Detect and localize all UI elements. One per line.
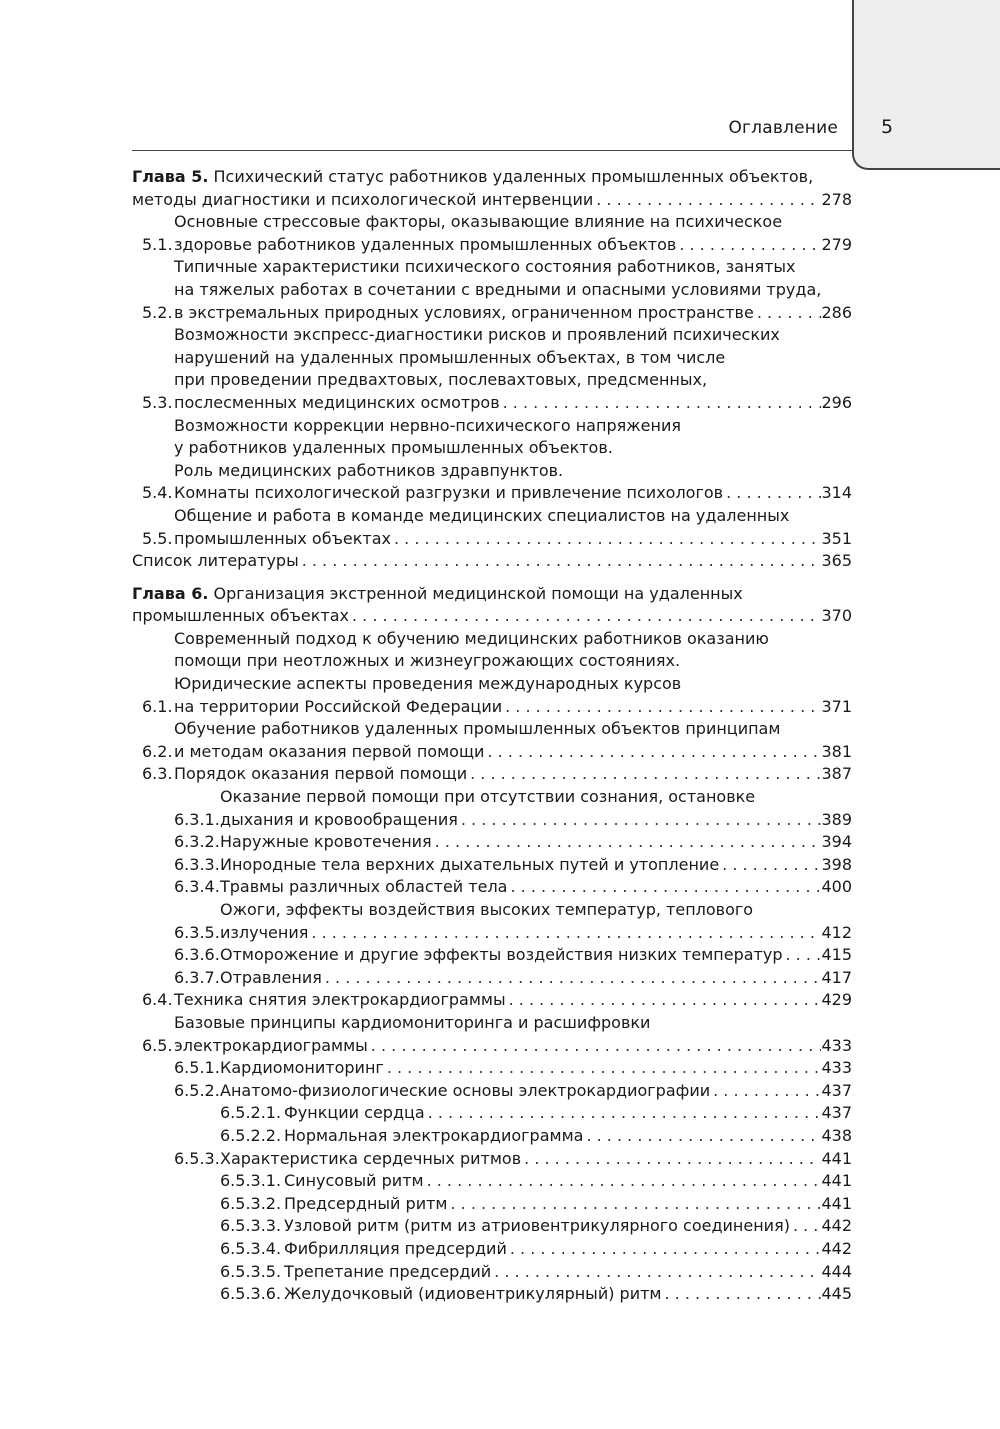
toc-entry-title: Возможности коррекции нервно-психического напряжения (174, 415, 681, 435)
toc-page-number: 438 (821, 1125, 852, 1145)
toc-entry-6-3-4[interactable] (132, 876, 852, 899)
toc-entry-number: 5.3. (142, 392, 173, 412)
toc-entry-title: Узловой ритм (ритм из атриовентрикулярного соединения) (284, 1216, 790, 1236)
toc-entry-title: электрокардиограммы (174, 1035, 368, 1055)
leader-dots (710, 1080, 821, 1103)
toc-page-number: 365 (821, 551, 852, 571)
toc-entry-6-5-3-1[interactable] (132, 1170, 852, 1193)
toc-entry-title: Кардиомониторинг (220, 1058, 384, 1078)
toc-page-number: 429 (821, 990, 852, 1010)
toc-entry-title: Наружные кровотечения (220, 832, 432, 852)
toc-entry-title: Базовые принципы кардиомониторинга и расшифровки (174, 1012, 651, 1032)
page-number-tab (852, 0, 1000, 170)
leader-dots (368, 1035, 822, 1058)
toc-entry-number: 6.5.3.1. (220, 1171, 282, 1191)
toc-entry-title: промышленных объектах (132, 606, 349, 626)
leader-dots (467, 763, 821, 786)
toc-entry-chapter-6[interactable] (132, 583, 852, 628)
toc-entry-title: помощи при неотложных и жизнеугрожающих состояниях. (174, 651, 681, 671)
toc-entry-title: промышленных объектах (174, 528, 391, 548)
toc-page-number: 398 (821, 854, 852, 874)
toc-entry-title: Синусовый ритм (284, 1171, 424, 1191)
leader-dots (790, 1215, 822, 1238)
leader-dots (484, 741, 821, 764)
leader-dots (299, 550, 822, 573)
toc-entry-title: Типичные характеристики психического состояния работников, занятых (174, 257, 796, 277)
toc-entry-title: Порядок оказания первой помощи (174, 764, 468, 784)
toc-entry-number: 5.2. (142, 302, 173, 322)
header-rule (132, 150, 854, 151)
toc-entry-title: на территории Российской Федерации (174, 696, 503, 716)
toc-entry-title: на тяжелых работах в сочетании с вредными и опасными условиями труда, (174, 279, 822, 299)
leader-dots (507, 876, 821, 899)
leader-dots (719, 854, 821, 877)
toc-entry-6-5-2-1[interactable] (132, 1102, 852, 1125)
toc-entry-6-5-3-4[interactable] (132, 1238, 852, 1261)
toc-page-number: 441 (821, 1171, 852, 1191)
toc-entry-number: 5.4. (142, 483, 173, 503)
running-title: Оглавление (728, 118, 838, 138)
toc-entry-5-1[interactable] (132, 211, 852, 256)
toc-page-number: 412 (821, 922, 852, 942)
toc-entry-5-3[interactable] (132, 324, 852, 414)
toc-entry-6-3-3[interactable] (132, 854, 852, 877)
toc-page-number: 351 (821, 528, 852, 548)
leader-dots (425, 1102, 822, 1125)
toc-entry-5-4[interactable] (132, 415, 852, 505)
toc-entry-title: Обучение работников удаленных промышленных объектов принципам (174, 719, 781, 739)
toc-page-number: 387 (821, 764, 852, 784)
toc-page-number: 442 (821, 1216, 852, 1236)
toc-entry-title: Отморожение и другие эффекты воздействия низких температур (220, 945, 783, 965)
toc-entry-number: 6.4. (142, 990, 173, 1010)
leader-dots (782, 944, 821, 967)
toc-entry-title: Травмы различных областей тела (220, 877, 508, 897)
toc-entry-title: Ожоги, эффекты воздействия высоких температур, теплового (220, 900, 754, 919)
toc-entry-6-3-7[interactable] (132, 967, 852, 990)
leader-dots (723, 482, 821, 505)
leader-dots (349, 605, 821, 628)
toc-entry-title: Трепетание предсердий (284, 1261, 492, 1281)
toc-entry-title: и методам оказания первой помощи (174, 741, 485, 761)
toc-entry-6-5-2[interactable] (132, 1080, 852, 1103)
leader-dots (500, 392, 822, 415)
toc-page-number: 417 (821, 967, 852, 987)
toc-page-number: 433 (821, 1035, 852, 1055)
toc-page-number: 442 (821, 1238, 852, 1258)
toc-page-number: 445 (821, 1284, 852, 1304)
toc-entry-title: Организация экстренной медицинской помощи на удаленных (213, 583, 743, 603)
toc-entry-5-2[interactable] (132, 256, 852, 324)
toc-entry-number: 6.5.3.6. (220, 1284, 282, 1304)
toc-entry-chapter-5[interactable] (132, 166, 852, 211)
toc-page-number: 279 (821, 234, 852, 254)
leader-dots (322, 967, 822, 990)
toc-entry-number: 6.5.2.1. (220, 1103, 282, 1123)
toc-entry-number: 6.1. (142, 696, 173, 716)
toc-entry-title: послесменных медицинских осмотров (174, 392, 500, 412)
toc-entry-number: 5.5. (142, 528, 173, 548)
leader-dots (583, 1125, 821, 1148)
toc-entry-title: Список литературы (132, 551, 299, 571)
toc-page-number: 441 (821, 1148, 852, 1168)
toc-entry-number: 6.5. (142, 1035, 173, 1055)
toc-page-number: 394 (821, 832, 852, 852)
toc-entry-number: 6.3.2. (174, 832, 220, 852)
toc-entry-title: Юридические аспекты проведения международных курсов (174, 674, 682, 694)
toc-entry-number: 6.3.1. (174, 809, 220, 829)
toc-entry-6-3-1[interactable] (132, 786, 852, 831)
toc-entry-6-5-3-2[interactable] (132, 1193, 852, 1216)
leader-dots (754, 302, 822, 325)
toc-entry-title: Желудочковый (идиовентрикулярный) ритм (284, 1284, 662, 1304)
toc-entry-title: Общение и работа в команде медицинских специалистов на удаленных (174, 505, 790, 525)
toc-page-number: 370 (821, 606, 852, 626)
toc-entry-title: дыхания и кровообращения (220, 809, 458, 829)
toc-entry-title: при проведении предвахтовых, послевахтовых, предсменных, (174, 370, 708, 390)
toc-page-number: 389 (821, 809, 852, 829)
toc-page-number: 296 (821, 392, 852, 412)
toc-entry-number: 6.5.2. (174, 1080, 220, 1100)
toc-page-number: 437 (821, 1080, 852, 1100)
toc-entry-6-5-3[interactable] (132, 1148, 852, 1171)
toc-entry-title: методы диагностики и психологической интервенции (132, 189, 594, 209)
toc-entry-6-3-2[interactable] (132, 831, 852, 854)
toc-entry-title: Характеристика сердечных ритмов (220, 1148, 522, 1168)
toc-entry-title: Фибрилляция предсердий (284, 1238, 507, 1258)
toc-entry-title: Отравления (220, 967, 322, 987)
toc-entry-title: Предсердный ритм (284, 1193, 448, 1213)
toc-entry-6-4[interactable] (132, 989, 852, 1012)
toc-entry-title: Возможности экспресс-диагностики рисков и проявлений психических (174, 325, 780, 345)
leader-dots (391, 528, 821, 551)
toc-entry-6-1[interactable] (132, 628, 852, 718)
toc-page-number: 381 (821, 741, 852, 761)
leader-dots (308, 922, 821, 945)
chapter-label: Глава 6. (132, 583, 209, 603)
toc-entry-6-3-6[interactable] (132, 944, 852, 967)
leader-dots (507, 1238, 822, 1261)
toc-entry-6-5-1[interactable] (132, 1057, 852, 1080)
toc-entry-title: Комнаты психологической разгрузки и привлечение психологов (174, 483, 724, 503)
toc-page-number: 437 (821, 1103, 852, 1123)
toc-page-number: 444 (821, 1261, 852, 1281)
leader-dots (491, 1261, 821, 1284)
toc-entry-title: у работников удаленных промышленных объектов. (174, 438, 613, 458)
toc-entry-number: 6.3.5. (174, 922, 220, 942)
leader-dots (661, 1283, 821, 1306)
toc-entry-title: Современный подход к обучению медицинских работников оказанию (174, 628, 769, 648)
toc-entry-6-3-5[interactable] (132, 899, 852, 944)
toc-entry-title: Инородные тела верхних дыхательных путей и утопление (220, 854, 720, 874)
leader-dots (384, 1057, 822, 1080)
leader-dots (424, 1170, 822, 1193)
toc-page-number: 441 (821, 1193, 852, 1213)
toc-entry-number: 6.5.3. (174, 1148, 220, 1168)
toc-entry-6-2[interactable] (132, 718, 852, 763)
toc-entry-title: Роль медицинских работников здравпунктов. (174, 460, 564, 480)
leader-dots (506, 989, 822, 1012)
toc-entry-number: 6.3. (142, 764, 173, 784)
toc-entry-references[interactable] (132, 550, 852, 573)
page-number: 5 (880, 116, 894, 138)
leader-dots (432, 831, 822, 854)
toc-entry-title: здоровье работников удаленных промышленных объектов (174, 234, 677, 254)
toc-page-number: 433 (821, 1058, 852, 1078)
toc-entry-title: Анатомо-физиологические основы электрокардиографии (220, 1080, 711, 1100)
toc-entry-6-5-3-6[interactable] (132, 1283, 852, 1306)
toc-entry-title: Основные стрессовые факторы, оказывающие влияние на психическое (174, 212, 783, 232)
toc-entry-number: 6.5.1. (174, 1058, 220, 1078)
toc-page-number: 286 (821, 302, 852, 322)
table-of-contents (132, 166, 852, 1306)
leader-dots (458, 809, 822, 832)
toc-entry-6-5-2-2[interactable] (132, 1125, 852, 1148)
toc-entry-number: 6.3.3. (174, 854, 220, 874)
toc-entry-number: 6.3.6. (174, 945, 220, 965)
toc-entry-title: Психический статус работников удаленных промышленных объектов, (213, 167, 814, 186)
toc-entry-title: Нормальная электрокардиограмма (284, 1125, 584, 1145)
toc-entry-5-5[interactable] (132, 505, 852, 550)
toc-page-number: 278 (821, 189, 852, 209)
toc-page-number: 371 (821, 696, 852, 716)
leader-dots (676, 234, 821, 257)
toc-entry-6-3[interactable] (132, 763, 852, 786)
leader-dots (521, 1148, 821, 1171)
toc-entry-title: Функции сердца (284, 1103, 425, 1123)
toc-entry-number: 6.5.2.2. (220, 1125, 282, 1145)
toc-entry-title: Оказание первой помощи при отсутствии сознания, остановке (220, 787, 756, 807)
toc-entry-title: в экстремальных природных условиях, ограниченном пространстве (174, 302, 754, 322)
leader-dots (502, 696, 821, 719)
toc-entry-number: 6.3.4. (174, 877, 220, 897)
toc-entry-6-5-3-5[interactable] (132, 1261, 852, 1284)
toc-entry-6-5-3-3[interactable] (132, 1215, 852, 1238)
toc-entry-number: 6.5.3.3. (220, 1216, 282, 1236)
toc-entry-number: 6.5.3.2. (220, 1193, 282, 1213)
toc-page-number: 400 (821, 877, 852, 897)
chapter-label: Глава 5. (132, 167, 209, 186)
toc-entry-title: излучения (220, 922, 309, 942)
toc-entry-title: нарушений на удаленных промышленных объектах, в том числе (174, 347, 726, 367)
toc-entry-number: 5.1. (142, 234, 173, 254)
toc-entry-number: 6.5.3.4. (220, 1238, 282, 1258)
toc-entry-6-5[interactable] (132, 1012, 852, 1057)
toc-entry-number: 6.3.7. (174, 967, 220, 987)
toc-page-number: 314 (821, 483, 852, 503)
toc-entry-number: 6.2. (142, 741, 173, 761)
toc-entry-number: 6.5.3.5. (220, 1261, 282, 1281)
leader-dots (447, 1193, 821, 1216)
toc-page-number: 415 (821, 945, 852, 965)
leader-dots (593, 189, 821, 212)
toc-entry-title: Техника снятия электрокардиограммы (174, 990, 506, 1010)
